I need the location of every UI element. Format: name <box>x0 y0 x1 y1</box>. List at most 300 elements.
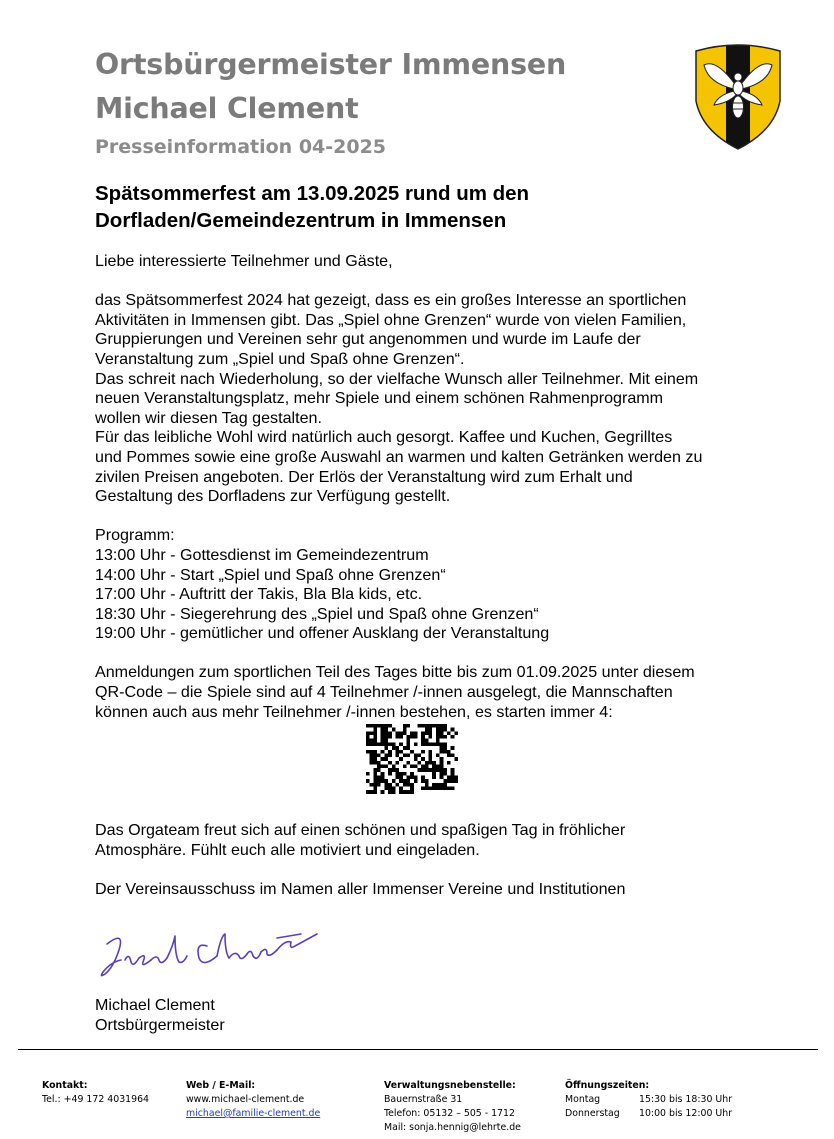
qr-module <box>381 735 385 739</box>
qr-module <box>440 746 444 750</box>
qr-module <box>425 761 429 765</box>
qr-module <box>440 772 444 776</box>
qr-module <box>432 724 436 728</box>
qr-module <box>432 761 436 765</box>
paragraph-line: Gruppierungen und Vereinen sehr gut angenommen und wurde im Laufe der <box>95 330 641 349</box>
qr-module <box>381 764 385 768</box>
qr-module <box>403 728 407 732</box>
qr-module <box>418 724 422 728</box>
website-link[interactable]: www.michael-clement.de <box>186 1094 305 1105</box>
qr-module <box>440 783 444 787</box>
qr-module <box>395 753 399 757</box>
qr-module <box>388 731 392 735</box>
signer-name: Michael Clement <box>95 996 215 1014</box>
qr-module <box>432 783 436 787</box>
qr-module <box>366 724 370 728</box>
qr-module <box>443 750 447 754</box>
qr-module <box>429 728 433 732</box>
hours-day: Donnerstag <box>565 1108 620 1119</box>
qr-module <box>392 768 396 772</box>
qr-module <box>440 764 444 768</box>
paragraph-line: wollen wir diesen Tag gestalten. <box>95 408 322 427</box>
qr-module <box>381 779 385 783</box>
qr-module <box>366 790 370 794</box>
qr-module <box>384 728 388 732</box>
qr-module <box>425 724 429 728</box>
program-item: 14:00 Uhr - Start „Spiel und Spaß ohne Grenzen“ <box>95 565 446 584</box>
qr-module <box>421 787 425 791</box>
qr-module <box>403 731 407 735</box>
qr-module <box>421 735 425 739</box>
qr-module <box>373 724 377 728</box>
press-release-number: Presseinformation 04-2025 <box>95 136 387 158</box>
qr-module <box>366 731 370 735</box>
qr-module <box>421 724 425 728</box>
qr-module <box>410 735 414 739</box>
qr-module <box>381 739 385 743</box>
qr-module <box>399 776 403 780</box>
qr-module <box>425 764 429 768</box>
qr-module <box>399 742 403 746</box>
article-closing <box>95 821 775 899</box>
paragraph-line: das Spätsommerfest 2024 hat gezeigt, dass es ein großes Interesse an sportlichen <box>95 291 687 310</box>
qr-module <box>399 735 403 739</box>
qr-module <box>443 735 447 739</box>
qr-module <box>366 735 370 739</box>
qr-module <box>384 746 388 750</box>
qr-module <box>451 772 455 776</box>
qr-module <box>377 783 381 787</box>
qr-module <box>421 764 425 768</box>
qr-module <box>440 787 444 791</box>
qr-module <box>440 735 444 739</box>
qr-module <box>406 746 410 750</box>
paragraph-line: zivilen Preisen angeboten. Der Erlös der Veranstaltung wird zum Erhalt und <box>95 467 633 486</box>
qr-module <box>425 742 429 746</box>
qr-module <box>388 742 392 746</box>
qr-module <box>399 731 403 735</box>
qr-module <box>414 742 418 746</box>
coat-of-arms-icon <box>694 43 782 151</box>
signature-image <box>95 916 325 986</box>
qr-module <box>366 772 370 776</box>
qr-module <box>373 768 377 772</box>
qr-module <box>451 728 455 732</box>
qr-module <box>403 746 407 750</box>
qr-module <box>410 790 414 794</box>
qr-module <box>373 753 377 757</box>
paragraph-line: Für das leibliche Wohl wird natürlich auch gesorgt. Kaffee und Kuchen, Gegrilltes <box>95 428 673 447</box>
qr-module <box>436 728 440 732</box>
qr-module <box>399 772 403 776</box>
qr-module <box>399 787 403 791</box>
qr-module <box>384 764 388 768</box>
qr-module <box>443 779 447 783</box>
qr-module <box>388 783 392 787</box>
qr-module <box>381 728 385 732</box>
committee-line: Der Vereinsausschuss im Namen aller Immenser Vereine und Institutionen <box>95 879 626 898</box>
program-heading: Programm: <box>95 526 175 545</box>
qr-module <box>370 761 374 765</box>
qr-module <box>373 735 377 739</box>
qr-module <box>384 787 388 791</box>
qr-module <box>395 761 399 765</box>
qr-module <box>454 731 458 735</box>
paragraph-line: Das schreit nach Wiederholung, so der vielfache Wunsch aller Teilnehmer. Mit einem <box>95 369 699 388</box>
qr-module <box>388 750 392 754</box>
qr-module <box>388 735 392 739</box>
qr-module <box>451 746 455 750</box>
qr-module <box>443 742 447 746</box>
header-title-line2: Michael Clement <box>95 92 359 125</box>
greeting: Liebe interessierte Teilnehmer und Gäste, <box>95 252 393 270</box>
qr-module <box>418 768 422 772</box>
qr-module <box>418 761 422 765</box>
qr-module <box>373 790 377 794</box>
qr-module <box>443 772 447 776</box>
qr-module <box>384 739 388 743</box>
qr-module <box>381 790 385 794</box>
qr-module <box>366 739 370 743</box>
qr-module <box>447 750 451 754</box>
qr-module <box>388 724 392 728</box>
qr-module <box>429 731 433 735</box>
qr-module <box>403 772 407 776</box>
qr-module <box>403 790 407 794</box>
qr-module <box>384 783 388 787</box>
qr-module <box>395 776 399 780</box>
qr-module <box>425 768 429 772</box>
qr-module <box>429 761 433 765</box>
qr-module <box>403 724 407 728</box>
qr-module <box>406 761 410 765</box>
qr-module <box>451 753 455 757</box>
qr-module <box>443 787 447 791</box>
registration-qr-code[interactable] <box>366 724 458 816</box>
qr-module <box>429 753 433 757</box>
qr-module <box>429 787 433 791</box>
qr-module <box>414 779 418 783</box>
qr-module <box>377 761 381 765</box>
qr-module <box>381 750 385 754</box>
qr-module <box>388 790 392 794</box>
footer-label: Kontakt: <box>42 1080 88 1091</box>
qr-module <box>421 742 425 746</box>
qr-module <box>451 768 455 772</box>
qr-module <box>425 728 429 732</box>
qr-module <box>425 739 429 743</box>
qr-module <box>414 776 418 780</box>
program-item: 17:00 Uhr - Auftritt der Takis, Bla Bla kids, etc. <box>95 585 423 604</box>
qr-module <box>373 776 377 780</box>
qr-module <box>406 724 410 728</box>
qr-module <box>432 776 436 780</box>
qr-module <box>436 783 440 787</box>
office-street: Bauernstraße 31 <box>384 1094 463 1105</box>
qr-module <box>443 728 447 732</box>
qr-module <box>421 779 425 783</box>
qr-module <box>429 750 433 754</box>
qr-module <box>392 787 396 791</box>
qr-module <box>370 731 374 735</box>
qr-module <box>421 757 425 761</box>
qr-module <box>395 731 399 735</box>
qr-module <box>432 787 436 791</box>
qr-module <box>454 757 458 761</box>
qr-module <box>377 724 381 728</box>
qr-module <box>443 783 447 787</box>
qr-module <box>370 724 374 728</box>
article-title-line: Spätsommerfest am 13.09.2025 rund um den <box>95 182 530 205</box>
qr-module <box>392 728 396 732</box>
qr-module <box>403 783 407 787</box>
qr-module <box>381 772 385 776</box>
qr-module <box>370 742 374 746</box>
qr-module <box>432 764 436 768</box>
qr-module <box>381 724 385 728</box>
qr-module <box>406 739 410 743</box>
qr-module <box>392 790 396 794</box>
qr-module <box>421 768 425 772</box>
qr-module <box>414 753 418 757</box>
qr-module <box>399 790 403 794</box>
qr-module <box>403 764 407 768</box>
qr-module <box>429 724 433 728</box>
qr-module <box>406 776 410 780</box>
qr-module <box>440 731 444 735</box>
qr-module <box>392 746 396 750</box>
qr-module <box>410 783 414 787</box>
qr-module <box>406 735 410 739</box>
program-item: 13:00 Uhr - Gottesdienst im Gemeindezentrum <box>95 545 429 564</box>
qr-module <box>399 757 403 761</box>
qr-module <box>440 757 444 761</box>
footer-contact <box>42 1079 149 1107</box>
qr-module <box>403 753 407 757</box>
qr-module <box>395 746 399 750</box>
qr-module <box>384 731 388 735</box>
qr-module <box>451 779 455 783</box>
qr-module <box>384 735 388 739</box>
qr-module <box>432 768 436 772</box>
qr-module <box>381 742 385 746</box>
registration-line: können auch aus mehr Teilnehmer /-innen bestehen, es starten immer 4: <box>95 702 613 721</box>
qr-module <box>373 739 377 743</box>
qr-module <box>399 779 403 783</box>
qr-module <box>418 753 422 757</box>
qr-module <box>370 757 374 761</box>
qr-module <box>370 739 374 743</box>
qr-module <box>421 776 425 780</box>
qr-module <box>451 787 455 791</box>
qr-module <box>436 739 440 743</box>
qr-module <box>366 742 370 746</box>
paragraph-line: Veranstaltung zum „Spiel und Spaß ohne Grenzen“. <box>95 349 465 368</box>
qr-module <box>447 753 451 757</box>
qr-module <box>440 750 444 754</box>
qr-module <box>425 779 429 783</box>
registration-line: Anmeldungen zum sportlichen Teil des Tages bitte bis zum 01.09.2025 unter diesem <box>95 663 695 682</box>
qr-module <box>395 735 399 739</box>
qr-module <box>454 779 458 783</box>
qr-module <box>384 779 388 783</box>
qr-module <box>377 776 381 780</box>
qr-module <box>384 757 388 761</box>
office-phone: Telefon: 05132 – 505 - 1712 <box>384 1108 515 1119</box>
qr-module <box>421 731 425 735</box>
qr-module <box>381 757 385 761</box>
qr-module <box>395 772 399 776</box>
qr-module <box>373 757 377 761</box>
qr-module <box>373 731 377 735</box>
qr-module <box>425 787 429 791</box>
qr-module <box>410 772 414 776</box>
qr-module <box>447 761 451 765</box>
qr-module <box>377 768 381 772</box>
qr-module <box>414 764 418 768</box>
qr-module <box>454 776 458 780</box>
qr-module <box>410 776 414 780</box>
qr-module <box>381 776 385 780</box>
qr-module <box>373 779 377 783</box>
qr-module <box>440 768 444 772</box>
article-title <box>95 180 755 234</box>
qr-module <box>373 787 377 791</box>
footer-web <box>186 1079 320 1121</box>
qr-module <box>388 787 392 791</box>
qr-module <box>377 779 381 783</box>
program-item: 18:30 Uhr - Siegerehrung des „Spiel und Spaß ohne Grenzen“ <box>95 604 539 623</box>
qr-module <box>451 735 455 739</box>
paragraph-line: Gestaltung des Dorfladens zur Verfügung gestellt. <box>95 487 451 506</box>
qr-module <box>373 750 377 754</box>
qr-module <box>366 779 370 783</box>
qr-module <box>436 724 440 728</box>
qr-module <box>388 768 392 772</box>
qr-module <box>429 742 433 746</box>
footer-phone: Tel.: +49 172 4031964 <box>42 1094 150 1105</box>
qr-module <box>370 750 374 754</box>
paragraph-line: neuen Veranstaltungsplatz, mehr Spiele und einem schönen Rahmenprogramm <box>95 389 664 408</box>
signer-role: Ortsbürgermeister <box>95 1015 225 1034</box>
qr-module <box>373 728 377 732</box>
footer-office <box>384 1079 521 1135</box>
qr-module <box>414 731 418 735</box>
qr-module <box>373 783 377 787</box>
qr-module <box>395 783 399 787</box>
qr-module <box>443 746 447 750</box>
closing-line: Das Orgateam freut sich auf einen schönen und spaßigen Tag in fröhlicher <box>95 821 626 839</box>
qr-module <box>373 761 377 765</box>
hours-day: Montag <box>565 1094 601 1105</box>
qr-module <box>384 753 388 757</box>
qr-module <box>429 757 433 761</box>
closing-line: Atmosphäre. Fühlt euch alle motiviert und eingeladen. <box>95 840 480 859</box>
qr-module <box>436 764 440 768</box>
qr-module <box>373 742 377 746</box>
qr-module <box>447 787 451 791</box>
qr-module <box>381 731 385 735</box>
article-title-line: Dorfladen/Gemeindezentrum in Immensen <box>95 209 507 232</box>
qr-module <box>399 750 403 754</box>
qr-module <box>406 779 410 783</box>
footer-divider <box>18 1049 818 1050</box>
qr-module <box>447 731 451 735</box>
qr-module <box>443 768 447 772</box>
paragraph-line: Aktivitäten in Immensen gibt. Das „Spiel ohne Grenzen“ wurde von vielen Familien, <box>95 310 687 329</box>
qr-module <box>436 731 440 735</box>
qr-module <box>384 724 388 728</box>
qr-module <box>395 768 399 772</box>
qr-module <box>429 735 433 739</box>
email-link[interactable]: michael@familie-clement.de <box>186 1108 321 1119</box>
qr-module <box>429 768 433 772</box>
qr-module <box>406 742 410 746</box>
qr-module <box>447 779 451 783</box>
qr-module <box>406 790 410 794</box>
qr-module <box>373 772 377 776</box>
qr-module <box>410 731 414 735</box>
qr-module <box>370 790 374 794</box>
qr-module <box>425 731 429 735</box>
qr-module <box>421 739 425 743</box>
qr-module <box>436 787 440 791</box>
qr-module <box>377 742 381 746</box>
qr-module <box>410 787 414 791</box>
qr-module <box>370 753 374 757</box>
qr-module <box>440 742 444 746</box>
registration-line: QR-Code – die Spiele sind auf 4 Teilnehmer /-innen ausgelegt, die Mannschaften <box>95 683 673 702</box>
qr-module <box>410 750 414 754</box>
qr-module <box>384 742 388 746</box>
qr-module <box>392 742 396 746</box>
footer-label: Verwaltungsnebenstelle: <box>384 1080 516 1091</box>
qr-module <box>406 753 410 757</box>
qr-module <box>440 761 444 765</box>
qr-module <box>392 764 396 768</box>
qr-module <box>451 776 455 780</box>
qr-module <box>436 768 440 772</box>
qr-module <box>447 776 451 780</box>
office-mail[interactable]: Mail: sonja.hennig@lehrte.de <box>384 1122 521 1133</box>
qr-module <box>388 753 392 757</box>
qr-module <box>443 724 447 728</box>
qr-module <box>403 779 407 783</box>
qr-module <box>414 735 418 739</box>
header-title-line1: Ortsbürgermeister Immensen <box>95 48 567 81</box>
footer-label: Öffnungszeiten: <box>565 1080 650 1091</box>
program-item: 19:00 Uhr - gemütlicher und offener Ausklang der Veranstaltung <box>95 624 550 643</box>
qr-module <box>388 761 392 765</box>
qr-module <box>377 764 381 768</box>
qr-module <box>421 750 425 754</box>
qr-module <box>410 764 414 768</box>
footer-hours <box>565 1079 732 1121</box>
qr-module <box>392 779 396 783</box>
qr-module <box>406 783 410 787</box>
paragraph-line: und Pommes sowie eine große Auswahl an warmen und kalten Getränken werden zu <box>95 447 703 466</box>
article-body <box>95 252 775 722</box>
qr-module <box>377 753 381 757</box>
qr-module <box>436 735 440 739</box>
qr-module <box>370 783 374 787</box>
qr-module <box>440 776 444 780</box>
qr-module <box>425 783 429 787</box>
qr-module <box>436 742 440 746</box>
qr-module <box>366 750 370 754</box>
qr-module <box>395 750 399 754</box>
qr-module <box>432 772 436 776</box>
